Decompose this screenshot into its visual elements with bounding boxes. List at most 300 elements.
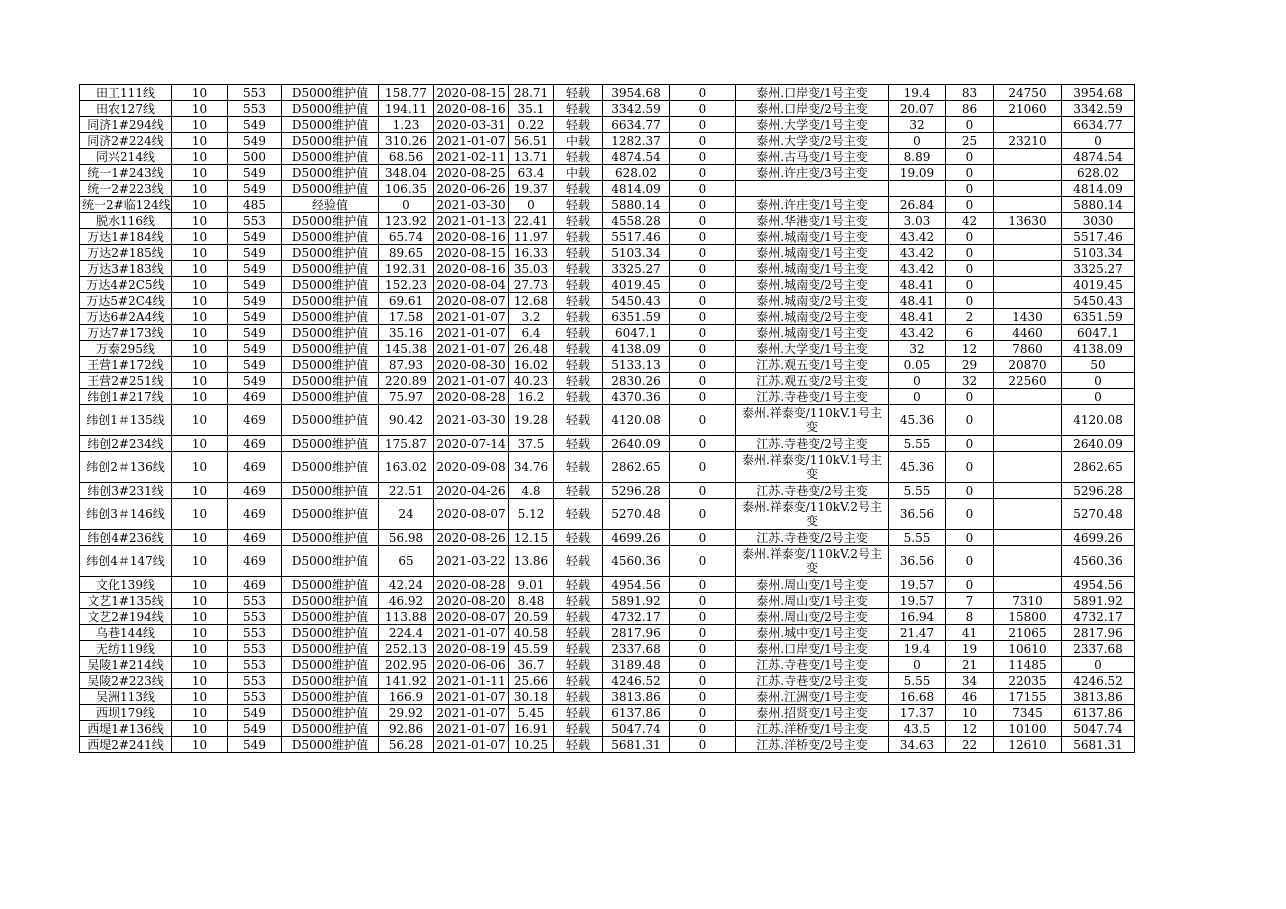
table-row: [80, 357, 1135, 373]
cell-voltage: 10: [172, 483, 228, 499]
cell-line-name: 西坝179线: [80, 705, 172, 721]
cell-load-rate: 22.41: [509, 213, 554, 229]
cell-transformer: 泰州.大学变/1号主变: [736, 117, 889, 133]
cell-load-rate: 36.7: [509, 657, 554, 673]
table-row: [80, 245, 1135, 261]
cell-col-value: [994, 165, 1062, 181]
table-row: [80, 483, 1135, 499]
cell-voltage: 10: [172, 373, 228, 389]
cell-value-source: D5000维护值: [282, 625, 379, 641]
cell-capacity: 549: [228, 261, 282, 277]
cell-value-source: D5000维护值: [282, 117, 379, 133]
cell-value-source: D5000维护值: [282, 101, 379, 117]
cell-load-status: 轻载: [554, 309, 603, 325]
cell-current: 68.56: [379, 149, 434, 165]
cell-load-status: 轻载: [554, 101, 603, 117]
cell-date: 2021-01-07: [434, 133, 509, 149]
cell-capacity: 549: [228, 181, 282, 197]
cell-col-result: 0: [1062, 373, 1135, 389]
cell-capacity: 549: [228, 117, 282, 133]
cell-col-zero: 0: [670, 373, 736, 389]
cell-transformer: 泰州.祥泰变/110kV.1号主变: [736, 405, 889, 436]
cell-capacity: 549: [228, 341, 282, 357]
cell-date: 2020-08-19: [434, 641, 509, 657]
cell-voltage: 10: [172, 405, 228, 436]
table-row: [80, 133, 1135, 149]
cell-current: 69.61: [379, 293, 434, 309]
cell-date: 2020-06-26: [434, 181, 509, 197]
cell-col-value: 4460: [994, 325, 1062, 341]
cell-line-name: 文艺2#194线: [80, 609, 172, 625]
cell-line-name: 纬创4#236线: [80, 530, 172, 546]
cell-line-name: 西堤1#136线: [80, 721, 172, 737]
cell-voltage: 10: [172, 117, 228, 133]
cell-line-name: 纬创2＃136线: [80, 452, 172, 483]
cell-col-count: 6: [946, 325, 994, 341]
cell-col-count: 29: [946, 357, 994, 373]
cell-load-status: 轻载: [554, 593, 603, 609]
cell-col-result: 5047.74: [1062, 721, 1135, 737]
cell-col-result: 3342.59: [1062, 101, 1135, 117]
cell-value-source: D5000维护值: [282, 609, 379, 625]
cell-value-source: D5000维护值: [282, 436, 379, 452]
cell-col-value: [994, 149, 1062, 165]
cell-current: 310.26: [379, 133, 434, 149]
cell-line-name: 万达7#173线: [80, 325, 172, 341]
cell-voltage: 10: [172, 341, 228, 357]
cell-current: 35.16: [379, 325, 434, 341]
cell-voltage: 10: [172, 641, 228, 657]
cell-col-zero: 0: [670, 530, 736, 546]
cell-col-result: 4814.09: [1062, 181, 1135, 197]
cell-voltage: 10: [172, 673, 228, 689]
cell-col-zero: 0: [670, 325, 736, 341]
cell-spare: 4138.09: [603, 341, 670, 357]
cell-voltage: 10: [172, 85, 228, 101]
cell-line-name: 纬创1＃135线: [80, 405, 172, 436]
cell-date: 2020-09-08: [434, 452, 509, 483]
cell-current: 89.65: [379, 245, 434, 261]
cell-tx-load-rate: 19.4: [889, 641, 946, 657]
cell-load-rate: 12.68: [509, 293, 554, 309]
cell-col-value: 22035: [994, 673, 1062, 689]
table-row: [80, 197, 1135, 213]
cell-tx-load-rate: 34.63: [889, 737, 946, 753]
cell-current: 163.02: [379, 452, 434, 483]
cell-capacity: 549: [228, 357, 282, 373]
cell-current: 46.92: [379, 593, 434, 609]
cell-col-count: 2: [946, 309, 994, 325]
cell-capacity: 553: [228, 673, 282, 689]
cell-date: 2020-04-26: [434, 483, 509, 499]
cell-voltage: 10: [172, 309, 228, 325]
cell-col-result: 5450.43: [1062, 293, 1135, 309]
table-row: [80, 625, 1135, 641]
cell-date: 2020-08-16: [434, 101, 509, 117]
cell-load-status: 轻载: [554, 705, 603, 721]
cell-col-zero: 0: [670, 341, 736, 357]
cell-value-source: D5000维护值: [282, 85, 379, 101]
cell-col-value: 12610: [994, 737, 1062, 753]
cell-value-source: D5000维护值: [282, 452, 379, 483]
cell-date: 2020-08-28: [434, 577, 509, 593]
cell-col-value: [994, 546, 1062, 577]
table-row: [80, 546, 1135, 577]
cell-capacity: 549: [228, 373, 282, 389]
cell-capacity: 469: [228, 405, 282, 436]
cell-tx-load-rate: 45.36: [889, 452, 946, 483]
cell-date: 2020-08-26: [434, 530, 509, 546]
cell-capacity: 469: [228, 483, 282, 499]
cell-capacity: 553: [228, 689, 282, 705]
cell-col-value: 20870: [994, 357, 1062, 373]
cell-value-source: 经验值: [282, 197, 379, 213]
cell-value-source: D5000维护值: [282, 181, 379, 197]
cell-tx-load-rate: 5.55: [889, 436, 946, 452]
cell-line-name: 同济1#294线: [80, 117, 172, 133]
cell-spare: 4699.26: [603, 530, 670, 546]
table-row: [80, 499, 1135, 530]
cell-value-source: D5000维护值: [282, 641, 379, 657]
cell-date: 2020-08-16: [434, 261, 509, 277]
cell-col-result: 4246.52: [1062, 673, 1135, 689]
cell-load-rate: 5.12: [509, 499, 554, 530]
cell-tx-load-rate: 17.37: [889, 705, 946, 721]
cell-capacity: 553: [228, 657, 282, 673]
cell-current: 0: [379, 197, 434, 213]
cell-load-status: 轻载: [554, 641, 603, 657]
cell-spare: 5133.13: [603, 357, 670, 373]
cell-line-name: 纬创1#217线: [80, 389, 172, 405]
cell-load-status: 轻载: [554, 673, 603, 689]
cell-value-source: D5000维护值: [282, 245, 379, 261]
cell-transformer: 泰州.周山变/1号主变: [736, 593, 889, 609]
cell-transformer: 泰州.古马变/1号主变: [736, 149, 889, 165]
cell-spare: 5103.34: [603, 245, 670, 261]
cell-col-count: 34: [946, 673, 994, 689]
cell-current: 348.04: [379, 165, 434, 181]
cell-current: 29.92: [379, 705, 434, 721]
cell-col-result: 4138.09: [1062, 341, 1135, 357]
cell-col-value: 21065: [994, 625, 1062, 641]
cell-load-status: 轻载: [554, 625, 603, 641]
cell-voltage: 10: [172, 133, 228, 149]
cell-col-result: 3325.27: [1062, 261, 1135, 277]
cell-load-status: 轻载: [554, 325, 603, 341]
cell-col-zero: 0: [670, 737, 736, 753]
cell-value-source: D5000维护值: [282, 593, 379, 609]
cell-spare: 2337.68: [603, 641, 670, 657]
cell-current: 65.74: [379, 229, 434, 245]
cell-current: 252.13: [379, 641, 434, 657]
cell-capacity: 469: [228, 546, 282, 577]
cell-col-count: 10: [946, 705, 994, 721]
cell-col-count: 42: [946, 213, 994, 229]
cell-tx-load-rate: 0: [889, 373, 946, 389]
cell-load-rate: 27.73: [509, 277, 554, 293]
cell-date: 2021-01-07: [434, 625, 509, 641]
table-row: [80, 452, 1135, 483]
cell-col-count: 0: [946, 229, 994, 245]
cell-transformer: 江苏.寺巷变/2号主变: [736, 530, 889, 546]
table-row: [80, 341, 1135, 357]
cell-current: 1.23: [379, 117, 434, 133]
cell-load-status: 轻载: [554, 721, 603, 737]
table-row: [80, 293, 1135, 309]
cell-col-result: 2817.96: [1062, 625, 1135, 641]
cell-capacity: 469: [228, 499, 282, 530]
cell-spare: 6634.77: [603, 117, 670, 133]
cell-voltage: 10: [172, 101, 228, 117]
cell-line-name: 纬创2#234线: [80, 436, 172, 452]
cell-col-result: 4732.17: [1062, 609, 1135, 625]
cell-current: 24: [379, 499, 434, 530]
cell-voltage: 10: [172, 229, 228, 245]
table-row: [80, 530, 1135, 546]
cell-col-count: 0: [946, 577, 994, 593]
table-row: [80, 737, 1135, 753]
cell-load-rate: 10.25: [509, 737, 554, 753]
cell-transformer: [736, 181, 889, 197]
cell-tx-load-rate: 43.5: [889, 721, 946, 737]
cell-capacity: 469: [228, 452, 282, 483]
cell-col-value: 23210: [994, 133, 1062, 149]
cell-voltage: 10: [172, 181, 228, 197]
cell-col-zero: 0: [670, 625, 736, 641]
cell-col-result: 0: [1062, 133, 1135, 149]
cell-capacity: 469: [228, 389, 282, 405]
cell-col-count: 21: [946, 657, 994, 673]
cell-load-rate: 34.76: [509, 452, 554, 483]
cell-transformer: 江苏.寺巷变/1号主变: [736, 657, 889, 673]
cell-col-value: [994, 436, 1062, 452]
cell-value-source: D5000维护值: [282, 689, 379, 705]
cell-col-result: 2337.68: [1062, 641, 1135, 657]
cell-col-result: 4120.08: [1062, 405, 1135, 436]
cell-tx-load-rate: 0: [889, 389, 946, 405]
cell-voltage: 10: [172, 689, 228, 705]
cell-tx-load-rate: 32: [889, 341, 946, 357]
cell-date: 2020-08-28: [434, 389, 509, 405]
cell-capacity: 553: [228, 101, 282, 117]
cell-capacity: 553: [228, 85, 282, 101]
cell-transformer: 江苏.寺巷变/2号主变: [736, 483, 889, 499]
cell-date: 2020-08-20: [434, 593, 509, 609]
cell-col-zero: 0: [670, 721, 736, 737]
cell-capacity: 549: [228, 133, 282, 149]
cell-col-zero: 0: [670, 641, 736, 657]
cell-col-value: 24750: [994, 85, 1062, 101]
cell-current: 106.35: [379, 181, 434, 197]
cell-tx-load-rate: 5.55: [889, 483, 946, 499]
cell-voltage: 10: [172, 737, 228, 753]
cell-col-result: 2640.09: [1062, 436, 1135, 452]
cell-tx-load-rate: 19.4: [889, 85, 946, 101]
cell-load-rate: 19.28: [509, 405, 554, 436]
cell-tx-load-rate: 5.55: [889, 530, 946, 546]
cell-tx-load-rate: 48.41: [889, 309, 946, 325]
cell-date: 2021-01-07: [434, 309, 509, 325]
table-row: [80, 229, 1135, 245]
table-row: [80, 577, 1135, 593]
cell-tx-load-rate: 19.57: [889, 577, 946, 593]
cell-voltage: 10: [172, 213, 228, 229]
cell-tx-load-rate: 3.03: [889, 213, 946, 229]
cell-spare: 3325.27: [603, 261, 670, 277]
cell-transformer: 江苏.观五变/2号主变: [736, 373, 889, 389]
cell-capacity: 549: [228, 165, 282, 181]
cell-col-zero: 0: [670, 499, 736, 530]
cell-col-zero: 0: [670, 673, 736, 689]
cell-col-count: 0: [946, 452, 994, 483]
cell-load-status: 轻载: [554, 609, 603, 625]
cell-value-source: D5000维护值: [282, 499, 379, 530]
cell-capacity: 549: [228, 293, 282, 309]
cell-value-source: D5000维护值: [282, 229, 379, 245]
cell-col-count: 0: [946, 499, 994, 530]
cell-col-result: 6137.86: [1062, 705, 1135, 721]
table-row: [80, 721, 1135, 737]
cell-line-name: 万达2#185线: [80, 245, 172, 261]
cell-col-count: 0: [946, 277, 994, 293]
cell-load-status: 轻载: [554, 357, 603, 373]
cell-current: 224.4: [379, 625, 434, 641]
cell-date: 2020-08-15: [434, 245, 509, 261]
cell-col-count: 46: [946, 689, 994, 705]
cell-spare: 6351.59: [603, 309, 670, 325]
cell-load-rate: 13.86: [509, 546, 554, 577]
cell-load-rate: 16.91: [509, 721, 554, 737]
cell-spare: 4954.56: [603, 577, 670, 593]
cell-capacity: 469: [228, 530, 282, 546]
cell-current: 22.51: [379, 483, 434, 499]
cell-col-zero: 0: [670, 245, 736, 261]
cell-transformer: 泰州.口岸变/1号主变: [736, 641, 889, 657]
cell-date: 2020-08-04: [434, 277, 509, 293]
cell-spare: 5880.14: [603, 197, 670, 213]
cell-load-rate: 11.97: [509, 229, 554, 245]
cell-value-source: D5000维护值: [282, 530, 379, 546]
cell-line-name: 田农127线: [80, 101, 172, 117]
cell-value-source: D5000维护值: [282, 149, 379, 165]
cell-current: 152.23: [379, 277, 434, 293]
cell-col-value: [994, 405, 1062, 436]
cell-col-result: 0: [1062, 657, 1135, 673]
cell-transformer: 泰州.口岸变/2号主变: [736, 101, 889, 117]
cell-capacity: 553: [228, 609, 282, 625]
cell-date: 2020-06-06: [434, 657, 509, 673]
cell-load-status: 中载: [554, 133, 603, 149]
cell-capacity: 500: [228, 149, 282, 165]
cell-transformer: 泰州.江洲变/1号主变: [736, 689, 889, 705]
cell-date: 2020-03-31: [434, 117, 509, 133]
cell-date: 2020-08-15: [434, 85, 509, 101]
cell-tx-load-rate: 32: [889, 117, 946, 133]
cell-col-value: [994, 229, 1062, 245]
cell-capacity: 469: [228, 577, 282, 593]
cell-date: 2020-07-14: [434, 436, 509, 452]
cell-col-zero: 0: [670, 689, 736, 705]
cell-date: 2021-01-07: [434, 373, 509, 389]
cell-col-zero: 0: [670, 309, 736, 325]
cell-tx-load-rate: 43.42: [889, 261, 946, 277]
cell-load-rate: 37.5: [509, 436, 554, 452]
cell-transformer: 泰州.城南变/1号主变: [736, 261, 889, 277]
cell-value-source: D5000维护值: [282, 133, 379, 149]
cell-load-status: 轻载: [554, 213, 603, 229]
cell-load-rate: 45.59: [509, 641, 554, 657]
cell-load-status: 轻载: [554, 293, 603, 309]
cell-load-status: 轻载: [554, 436, 603, 452]
cell-line-name: 王营1#172线: [80, 357, 172, 373]
cell-col-result: 50: [1062, 357, 1135, 373]
cell-date: 2020-08-30: [434, 357, 509, 373]
cell-col-count: 0: [946, 483, 994, 499]
cell-spare: 2817.96: [603, 625, 670, 641]
cell-col-count: 0: [946, 405, 994, 436]
cell-col-result: 3813.86: [1062, 689, 1135, 705]
cell-col-zero: 0: [670, 546, 736, 577]
cell-load-rate: 16.02: [509, 357, 554, 373]
cell-col-value: [994, 452, 1062, 483]
cell-tx-load-rate: 8.89: [889, 149, 946, 165]
cell-col-result: 4560.36: [1062, 546, 1135, 577]
cell-capacity: 553: [228, 641, 282, 657]
table-row: [80, 436, 1135, 452]
cell-date: 2021-03-22: [434, 546, 509, 577]
cell-col-value: 21060: [994, 101, 1062, 117]
cell-value-source: D5000维护值: [282, 213, 379, 229]
cell-col-zero: 0: [670, 117, 736, 133]
cell-load-rate: 13.71: [509, 149, 554, 165]
cell-date: 2021-01-07: [434, 341, 509, 357]
cell-date: 2021-01-07: [434, 705, 509, 721]
cell-load-rate: 30.18: [509, 689, 554, 705]
cell-line-name: 万达5#2C4线: [80, 293, 172, 309]
cell-line-name: 无纺119线: [80, 641, 172, 657]
cell-load-rate: 35.1: [509, 101, 554, 117]
cell-load-status: 轻载: [554, 181, 603, 197]
cell-col-zero: 0: [670, 405, 736, 436]
table-row: [80, 373, 1135, 389]
cell-capacity: 549: [228, 245, 282, 261]
cell-transformer: 泰州.城南变/2号主变: [736, 277, 889, 293]
cell-load-status: 轻载: [554, 277, 603, 293]
table-row: [80, 389, 1135, 405]
cell-value-source: D5000维护值: [282, 293, 379, 309]
cell-current: 17.58: [379, 309, 434, 325]
cell-col-result: 5103.34: [1062, 245, 1135, 261]
cell-line-name: 西堤2#241线: [80, 737, 172, 753]
cell-capacity: 553: [228, 213, 282, 229]
cell-col-zero: 0: [670, 181, 736, 197]
cell-date: 2021-02-11: [434, 149, 509, 165]
cell-voltage: 10: [172, 197, 228, 213]
cell-col-zero: 0: [670, 133, 736, 149]
cell-load-status: 轻载: [554, 149, 603, 165]
feeder-load-table: [79, 84, 1135, 753]
cell-voltage: 10: [172, 149, 228, 165]
cell-transformer: 泰州.华港变/1号主变: [736, 213, 889, 229]
cell-transformer: 江苏.洋桥变/2号主变: [736, 737, 889, 753]
table-row: [80, 261, 1135, 277]
table-row: [80, 149, 1135, 165]
cell-tx-load-rate: 0: [889, 657, 946, 673]
cell-col-value: 15800: [994, 609, 1062, 625]
cell-value-source: D5000维护值: [282, 705, 379, 721]
cell-spare: 4874.54: [603, 149, 670, 165]
cell-date: 2020-08-25: [434, 165, 509, 181]
